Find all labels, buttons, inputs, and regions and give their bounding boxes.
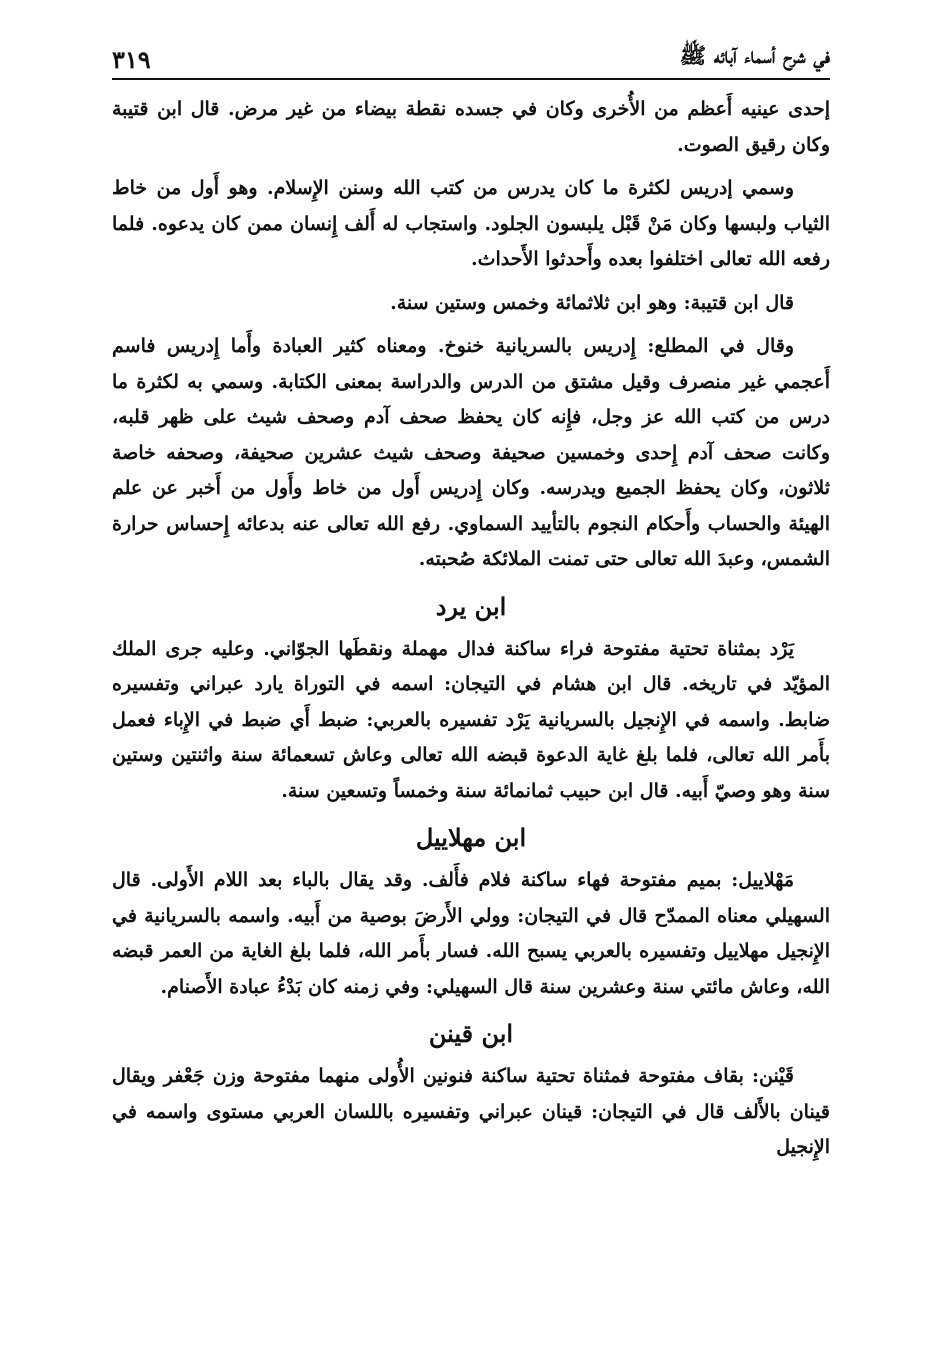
paragraph: إحدى عينيه أَعظم من الأُخرى وكان في جسده نقطة بيضاء من غير مرض. قال ابن قتيبة وكان رقيق الصوت. <box>112 98 830 156</box>
running-title: في شرح أسماء آبائه ﷺ <box>679 43 830 69</box>
page-body <box>112 92 830 1166</box>
paragraph: وسمي إدريس لكثرة ما كان يدرس من كتب الله وسنن الإِسلام. وهو أَول من خاط الثياب ولبسها وكان مَنْ قَبْل يلبسون الجلود. واستجاب له أَلف إِنسان ممن كان يدعوه. فلما رفعه الله تعالى اختلفوا بعده وأَحدثوا الأَحداث. <box>112 177 830 270</box>
paragraph: مَهْلاييل: بميم مفتوحة فهاء ساكنة فلام فأَلف. وقد يقال بالباء بعد اللام الأَولى. قال السهيلي معناه الممدّح قال في التيجان: وولي الأَرضَ بوصية من أَبيه. واسمه بالسريانية في الإِنجيل مهلاييل وتفسيره بالعربي يسبح الله. فسار بأَمر الله، فلما بلغ الغاية من العمر قبضه الله، وعاش مائتي سنة وعشرين سنة قال السهيلي: وفي زمنه كان بَدْءُ عبادة الأَصنام. <box>112 869 830 998</box>
section-heading: ابن مهلاييل <box>415 823 527 852</box>
paragraph: وقال في المطلع: إِدريس بالسريانية خنوخ. ومعناه كثير العبادة وأَما إِدريس فاسم أَعجمي غير منصرف وقيل مشتق من الدرس والدراسة بمعنى الكتابة. وسمي به لكثرة ما درس من كتب الله عز وجل، فإِنه كان يحفظ صحف آدم وصحف شيث على ظهر قلبه، وكانت صحف آدم إِحدى وخمسين صحيفة وصحف شيث عشرين صحيفة، وصحفه خاصة ثلاثون، وكان يحفظ الجميع ويدرسه. وكان إِدريس أَول من خاط وأَول من أَخبر عن علم الهيئة والحساب وأَحكام النجوم بالتأييد السماوي. رفع الله تعالى عنه بدعائه إِحساس حرارة الشمس، وعبدَ الله تعالى حتى تمنت الملائكة صُحبته. <box>112 335 830 570</box>
paragraph: قَيْنن: بقاف مفتوحة فمثناة تحتية ساكنة فنونين الأُولى منهما مفتوحة وزن جَعْفر ويقال قينان بالأَلف قال في التيجان: قينان عبراني وتفسيره باللسان العربي مستوى واسمه في الإِنجيل <box>112 1065 830 1158</box>
paragraph: قال ابن قتيبة: وهو ابن ثلاثمائة وخمس وستين سنة. <box>390 291 794 314</box>
section-heading: ابن قينن <box>428 1019 514 1048</box>
paragraph: يَرْد بمثناة تحتية مفتوحة فراء ساكنة فدال مهملة ونقطَها الجوّاني. وعليه جرى الملك المؤيّد في تاريخه. قال ابن هشام في التيجان: اسمه في التوراة يارد عبراني وتفسيره ضابط. واسمه في الإِنجيل بالسريانية يَرْد تفسيره بالعربي: ضبط أَي ضبط في الإِباء فعمل بأَمر الله تعالى، فلما بلغ غاية الدعوة قبضه الله تعالى وعاش تسعمائة سنة واثنتين وستين سنة وهو وصيّ أَبيه. قال ابن حبيب ثمانمائة سنة وخمساً وتسعين سنة. <box>112 637 830 802</box>
page-number: ٣١٩ <box>112 45 151 74</box>
section-heading: ابن يرد <box>435 591 507 621</box>
running-head <box>112 30 830 80</box>
